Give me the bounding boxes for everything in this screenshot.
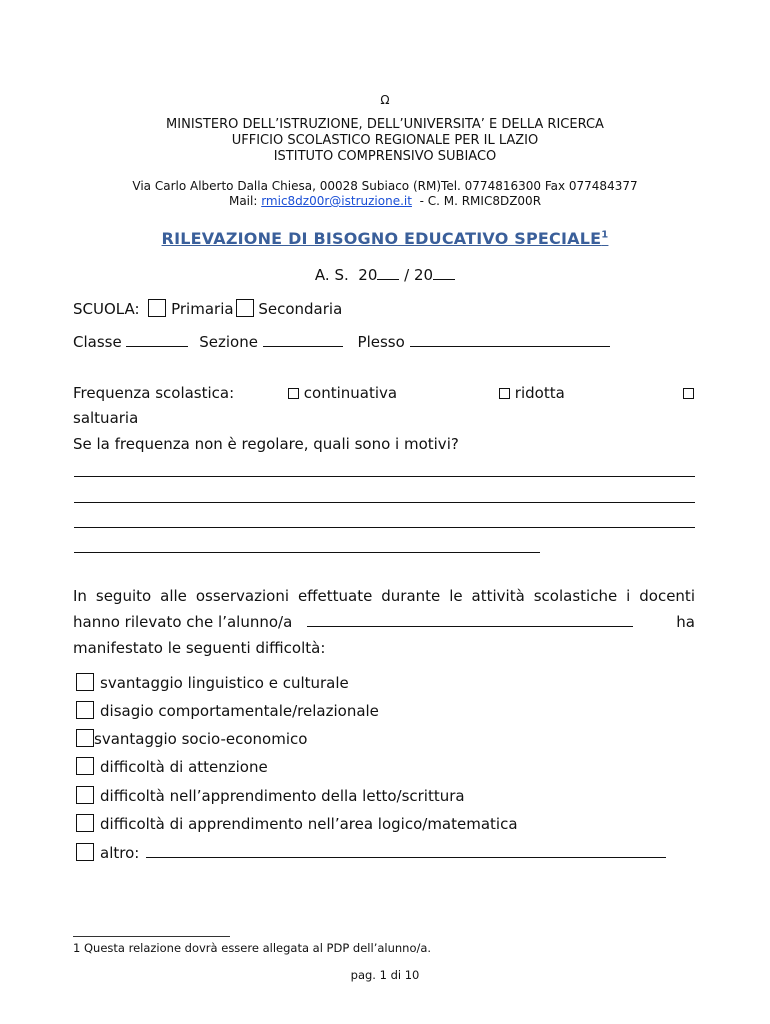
difficulty-item: [76, 786, 465, 805]
regional-office-line: UFFICIO SCOLASTICO REGIONALE PER IL LAZIO: [231, 133, 539, 148]
checkbox-saltuaria[interactable]: [683, 388, 694, 399]
school-year-start-field[interactable]: [377, 267, 399, 280]
school-contact: [0, 194, 770, 209]
difficulty-label: altro:: [100, 844, 140, 862]
mail-label: Mail:: [228, 194, 262, 208]
observations-line-1: In seguito alle osservazioni effettuate durante le attività scolastiche i docenti: [73, 587, 695, 605]
difficulty-label: difficoltà nell’apprendimento della letto/scrittura: [100, 787, 465, 805]
difficulty-checkbox[interactable]: [76, 814, 94, 832]
difficulty-item: [76, 673, 349, 692]
mail-link[interactable]: rmic8dz00r@istruzione.it: [261, 194, 412, 208]
footnote-ref[interactable]: 1: [601, 229, 609, 241]
answer-line-4[interactable]: [74, 552, 540, 553]
class-row: [73, 333, 610, 351]
school-year-end-field[interactable]: [433, 267, 455, 280]
classe-field[interactable]: [126, 334, 188, 347]
answer-line-1[interactable]: [74, 476, 695, 477]
checkbox-continuativa[interactable]: [288, 388, 299, 399]
answer-line-2[interactable]: [74, 502, 695, 503]
secondaria-label: Secondaria: [258, 300, 343, 318]
answer-line-3[interactable]: [74, 527, 695, 528]
school-type-row: [73, 299, 342, 318]
primaria-label: Primaria: [171, 300, 234, 318]
page-title-text: RILEVAZIONE DI BISOGNO EDUCATIVO SPECIALE: [161, 229, 602, 248]
school-year-prefix: A. S. 20: [314, 266, 378, 284]
saltuaria-label: saltuaria: [73, 409, 139, 427]
difficulty-checkbox[interactable]: [76, 673, 94, 691]
page-number: pag. 1 di 10: [350, 968, 420, 982]
plesso-field[interactable]: [410, 334, 610, 347]
difficulty-checkbox[interactable]: [76, 729, 94, 747]
student-suffix: ha: [676, 613, 695, 631]
checkbox-primaria[interactable]: [148, 299, 166, 317]
difficulty-label: disagio comportamentale/relazionale: [100, 702, 379, 720]
school-code: - C. M. RMIC8DZ00R: [411, 194, 542, 208]
frequenza-label: Frequenza scolastica:: [73, 384, 235, 402]
student-prefix: hanno rilevato che l’alunno/a: [73, 613, 293, 631]
checkbox-ridotta[interactable]: [499, 388, 510, 399]
sezione-label: Sezione: [199, 333, 258, 351]
difficulty-label: svantaggio linguistico e culturale: [100, 674, 349, 692]
observations-line-2: [73, 613, 695, 631]
ridotta-label: ridotta: [514, 384, 565, 402]
difficulty-item: [76, 814, 518, 833]
sezione-field[interactable]: [263, 334, 343, 347]
frequenza-option-ridotta: [499, 384, 565, 402]
page-title: [0, 229, 770, 248]
plesso-label: Plesso: [357, 333, 405, 351]
footnote: 1 Questa relazione dovrà essere allegata al PDP dell’alunno/a.: [73, 941, 432, 955]
observations-line-3: manifestato le seguenti difficoltà:: [73, 639, 326, 657]
ministry-line: MINISTERO DELL’ISTRUZIONE, DELL’UNIVERSITA’ E DELLA RICERCA: [166, 117, 604, 132]
difficulty-item: [76, 729, 307, 748]
difficulty-checkbox[interactable]: [76, 786, 94, 804]
difficulty-item-other: [76, 843, 666, 862]
frequenza-question: Se la frequenza non è regolare, quali sono i motivi?: [73, 435, 459, 453]
difficulty-label: difficoltà di attenzione: [100, 758, 268, 776]
footnote-separator: [73, 936, 230, 937]
school-type-label: SCUOLA:: [73, 300, 140, 318]
frequenza-option-continuativa: [288, 384, 397, 402]
difficulty-checkbox[interactable]: [76, 701, 94, 719]
other-difficulty-field[interactable]: [146, 845, 666, 858]
checkbox-secondaria[interactable]: [236, 299, 254, 317]
difficulty-label: svantaggio socio-economico: [94, 730, 308, 748]
ministry-emblem-icon: Ω: [380, 93, 390, 107]
frequenza-option-saltuaria: [683, 384, 694, 402]
continuativa-label: continuativa: [303, 384, 398, 402]
school-name-line: ISTITUTO COMPRENSIVO SUBIACO: [273, 149, 497, 164]
student-name-field[interactable]: [307, 614, 633, 627]
school-address: Via Carlo Alberto Dalla Chiesa, 00028 Subiaco (RM)Tel. 0774816300 Fax 077484377: [132, 179, 638, 193]
classe-label: Classe: [73, 333, 122, 351]
difficulty-checkbox[interactable]: [76, 757, 94, 775]
difficulty-checkbox[interactable]: [76, 843, 94, 861]
school-year-sep: / 20: [399, 266, 434, 284]
school-year: [0, 266, 770, 284]
difficulty-label: difficoltà di apprendimento nell’area logico/matematica: [100, 815, 518, 833]
difficulty-item: [76, 701, 379, 720]
difficulty-item: [76, 757, 268, 776]
